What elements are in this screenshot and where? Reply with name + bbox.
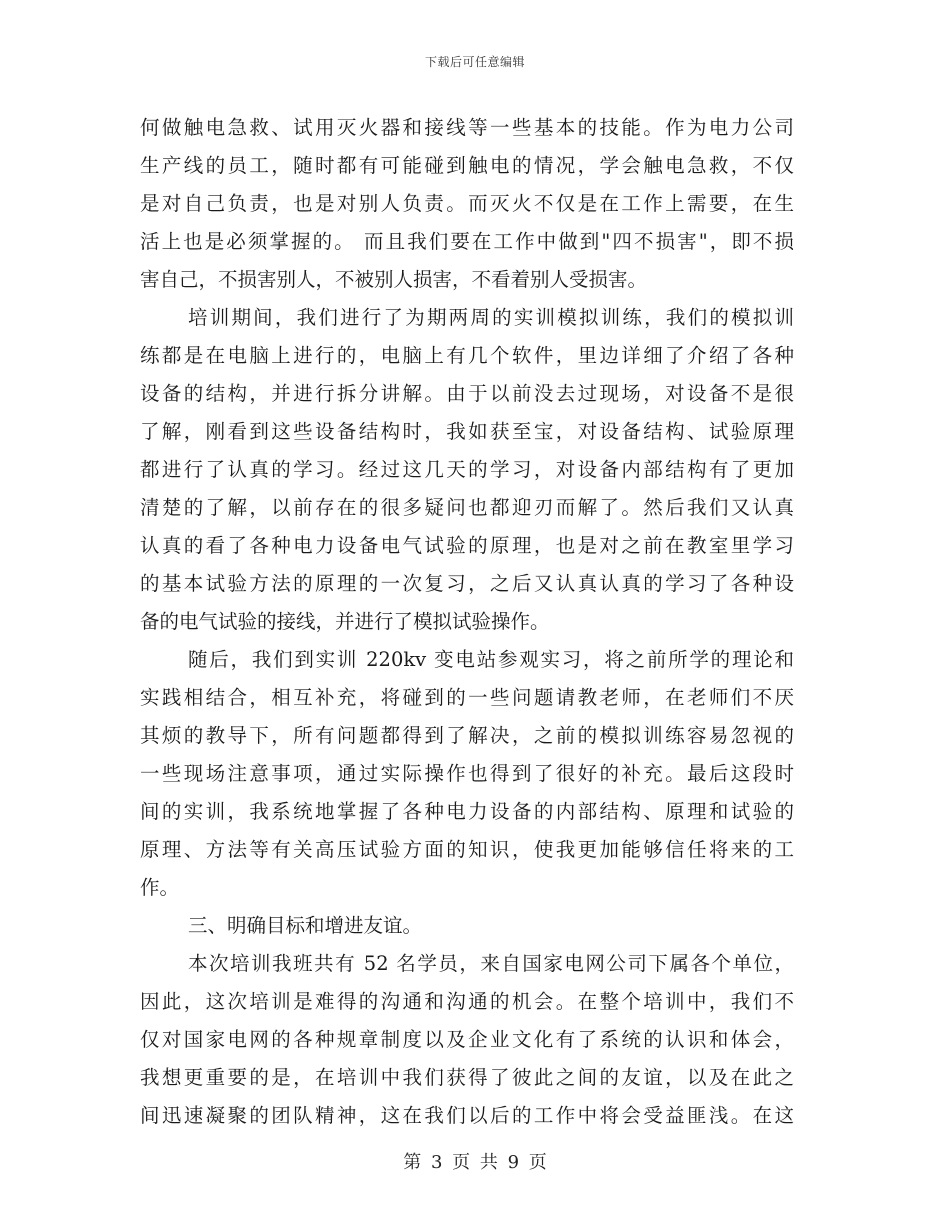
text-line: 设备的结构，并进行拆分讲解。由于以前没去过现场，对设备不是很: [140, 382, 794, 405]
text-line: 实践相结合，相互补充，将碰到的一些问题请教老师，在老师们不厌: [140, 686, 794, 709]
text-line: 练都是在电脑上进行的，电脑上有几个软件，里边详细了介绍了各种: [140, 344, 794, 367]
text-line: 我想更重要的是，在培训中我们获得了彼此之间的友谊，以及在此之: [140, 1066, 794, 1089]
text-line: 间的实训，我系统地掌握了各种电力设备的内部结构、原理和试验的: [140, 800, 794, 823]
text-line: 仅对国家电网的各种规章制度以及企业文化有了系统的认识和体会，: [140, 1028, 794, 1051]
text-line: 是对自己负责，也是对别人负责。而灭火不仅是在工作上需要，在生: [140, 192, 794, 215]
paragraph-first-line: 培训期间，我们进行了为期两周的实训模拟训练，我们的模拟训: [188, 306, 794, 329]
text-line: 害自己，不损害别人，不被别人损害，不看着别人受损害。: [140, 268, 648, 291]
section-heading: 三、明确目标和增进友谊。: [188, 914, 423, 937]
text-line: 都进行了认真的学习。经过这几天的学习，对设备内部结构有了更加: [140, 458, 794, 481]
text-line: 其烦的教导下，所有问题都得到了解决，之前的模拟训练容易忽视的: [140, 724, 794, 747]
text-line: 间迅速凝聚的团队精神，这在我们以后的工作中将会受益匪浅。在这: [140, 1104, 794, 1127]
text-line: 生产线的员工，随时都有可能碰到触电的情况，学会触电急救，不仅: [140, 154, 794, 177]
text-line: 清楚的了解，以前存在的很多疑问也都迎刃而解了。然后我们又认真: [140, 496, 794, 519]
text-line: 备的电气试验的接线，并进行了模拟试验操作。: [140, 610, 550, 633]
text-line: 认真的看了各种电力设备电气试验的原理，也是对之前在教室里学习: [140, 534, 794, 557]
paragraph-first-line: 随后，我们到实训 220kv 变电站参观实习，将之前所学的理论和: [188, 648, 794, 671]
text-line: 作。: [140, 876, 180, 899]
paragraph-first-line: 本次培训我班共有 52 名学员，来自国家电网公司下属各个单位，: [188, 952, 794, 975]
text-line: 因此，这次培训是难得的沟通和沟通的机会。在整个培训中，我们不: [140, 990, 794, 1013]
page-footer: 第 3 页 共 9 页: [403, 1152, 547, 1173]
text-line: 原理、方法等有关高压试验方面的知识，使我更加能够信任将来的工: [140, 838, 794, 861]
text-line: 了解，刚看到这些设备结构时，我如获至宝，对设备结构、试验原理: [140, 420, 794, 443]
page-header: 下载后可任意编辑: [424, 55, 525, 69]
text-line: 一些现场注意事项，通过实际操作也得到了很好的补充。最后这段时: [140, 762, 794, 785]
text-line: 何做触电急救、试用灭火器和接线等一些基本的技能。作为电力公司: [140, 116, 794, 139]
document-body: [140, 109, 794, 1135]
text-line: 活上也是必须掌握的。 而且我们要在工作中做到"四不损害"，即不损: [140, 230, 794, 253]
text-line: 的基本试验方法的原理的一次复习，之后又认真认真的学习了各种设: [140, 572, 794, 595]
